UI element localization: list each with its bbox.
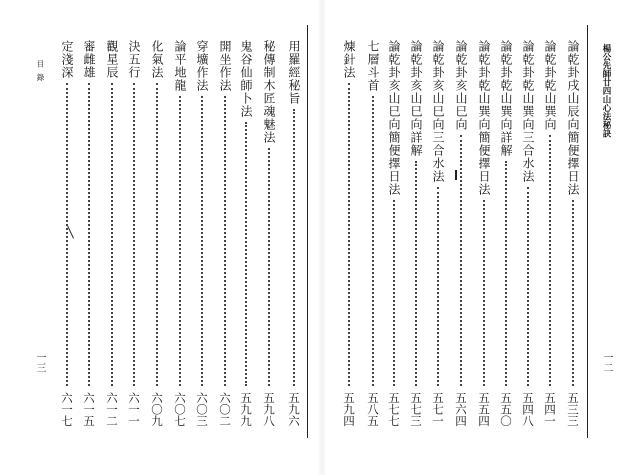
toc-entry-page-number: 六一五 xyxy=(82,392,96,427)
toc-entry[interactable] xyxy=(60,40,74,427)
left-page-border xyxy=(307,25,308,438)
toc-entry-title: 論乾卦乾山巽向 xyxy=(543,40,557,131)
toc-entry-page-number: 六〇七 xyxy=(173,392,187,427)
toc-leader-dots xyxy=(393,200,395,386)
toc-entry[interactable] xyxy=(127,40,141,427)
toc-entry[interactable] xyxy=(262,40,276,427)
toc-entry[interactable] xyxy=(477,40,491,427)
toc-entry[interactable] xyxy=(82,40,96,427)
toc-entry[interactable] xyxy=(195,40,209,427)
toc-entry-page-number: 五九四 xyxy=(342,392,356,427)
toc-leader-dots xyxy=(293,109,295,386)
toc-entry-page-number: 六〇二 xyxy=(218,392,232,427)
toc-entry-title: 七層斗首 xyxy=(366,40,380,92)
toc-entry-title: 論乾卦亥山巳向三合水法 xyxy=(431,40,445,183)
toc-entry[interactable] xyxy=(566,40,580,427)
toc-entry-page-number: 五六四 xyxy=(454,392,468,427)
toc-leader-dots xyxy=(505,161,507,386)
toc-leader-dots xyxy=(372,96,374,386)
toc-leader-dots xyxy=(527,187,529,386)
toc-entry-title: 論平地龍 xyxy=(173,40,187,92)
right-page-border xyxy=(587,25,588,438)
toc-leader-dots xyxy=(415,161,417,386)
toc-leader-dots xyxy=(224,96,226,386)
toc-entry-page-number: 六〇三 xyxy=(195,392,209,427)
toc-leader-dots xyxy=(268,148,270,386)
right-page-number: 一二 xyxy=(601,352,612,373)
toc-entry[interactable] xyxy=(287,40,301,427)
toc-leader-dots xyxy=(156,83,158,386)
toc-leader-dots xyxy=(549,135,551,386)
toc-leader-dots xyxy=(66,83,68,386)
toc-entry-page-number: 五三三 xyxy=(566,392,580,427)
toc-entry-page-number: 五四八 xyxy=(521,392,535,427)
toc-entry-page-number: 五九八 xyxy=(262,392,276,427)
toc-entry-page-number: 六一二 xyxy=(105,392,119,427)
toc-entry-title: 秘傳制木匠魂魅法 xyxy=(262,40,276,144)
toc-leader-dots xyxy=(179,96,181,386)
toc-entry-title: 煉針法 xyxy=(342,40,356,79)
toc-entry-page-number: 五七七 xyxy=(387,392,401,427)
toc-entry[interactable] xyxy=(499,40,513,427)
running-header: 楊公先師廿四山心法秘訣 xyxy=(601,44,611,138)
toc-entry[interactable] xyxy=(342,40,356,427)
toc-entry-title: 論乾卦乾山巽向簡便擇日法 xyxy=(477,40,491,196)
toc-entry-title: 論乾卦亥山巳向詳解 xyxy=(409,40,423,157)
toc-leader-dots xyxy=(133,83,135,386)
toc-entry-title: 開坐作法 xyxy=(218,40,232,92)
toc-leader-dots xyxy=(572,200,574,386)
toc-entry[interactable] xyxy=(218,40,232,427)
toc-entry-title: 論乾卦乾山巽向三合水法 xyxy=(521,40,535,183)
toc-entry-page-number: 六一七 xyxy=(60,392,74,427)
toc-leader-dots xyxy=(201,96,203,386)
toc-entry[interactable] xyxy=(409,40,423,427)
toc-entry-title: 論乾卦乾山巽向詳解 xyxy=(499,40,513,157)
toc-entry-page-number: 五五四 xyxy=(477,392,491,427)
toc-entry-page-number: 五七一 xyxy=(431,392,445,427)
toc-entry-title: 用羅經秘旨 xyxy=(287,40,301,105)
toc-entry-page-number: 五九九 xyxy=(239,392,253,427)
toc-entry-page-number: 五九六 xyxy=(287,392,301,427)
toc-entry[interactable] xyxy=(105,40,119,427)
toc-entry-page-number: 六〇九 xyxy=(150,392,164,427)
toc-leader-dots xyxy=(245,122,247,386)
toc-entry[interactable] xyxy=(173,40,187,427)
toc-entry-title: 論乾卦亥山巳向簡便擇日法 xyxy=(387,40,401,196)
toc-entry-title: 論乾卦亥山巳向 xyxy=(454,40,468,131)
toc-entry-title: 論乾卦戌山辰向簡便擇日法 xyxy=(566,40,580,196)
toc-leader-dots xyxy=(348,83,350,386)
toc-entry[interactable] xyxy=(543,40,557,427)
toc-entry[interactable] xyxy=(239,40,253,427)
toc-entry-page-number: 五五〇 xyxy=(499,392,513,427)
toc-leader-dots xyxy=(111,83,113,386)
toc-entry-title: 鬼谷仙師卜法 xyxy=(239,40,253,118)
toc-entry[interactable] xyxy=(431,40,445,427)
scan-mark xyxy=(67,225,74,238)
left-page-number: 一三 xyxy=(34,352,45,373)
toc-entry[interactable] xyxy=(150,40,164,427)
scan-mark xyxy=(455,170,457,180)
toc-entry[interactable] xyxy=(454,40,468,427)
toc-entry-page-number: 五七三 xyxy=(409,392,423,427)
page-gutter xyxy=(318,0,326,475)
toc-leader-dots xyxy=(460,135,462,386)
toc-entry[interactable] xyxy=(366,40,380,427)
toc-leader-dots xyxy=(437,187,439,386)
toc-entry-title: 穿壙作法 xyxy=(195,40,209,92)
toc-entry-title: 定淺深 xyxy=(60,40,74,79)
toc-entry-title: 化氣法 xyxy=(150,40,164,79)
toc-entry-title: 觀星辰 xyxy=(105,40,119,79)
toc-entry-page-number: 五四一 xyxy=(543,392,557,427)
toc-entry[interactable] xyxy=(387,40,401,427)
toc-entry[interactable] xyxy=(521,40,535,427)
toc-entry-title: 審雌雄 xyxy=(82,40,96,79)
toc-entry-page-number: 五八五 xyxy=(366,392,380,427)
section-title: 目錄 xyxy=(36,60,45,87)
toc-entry-title: 決五行 xyxy=(127,40,141,79)
toc-entry-page-number: 六一一 xyxy=(127,392,141,427)
toc-leader-dots xyxy=(88,83,90,386)
toc-leader-dots xyxy=(483,200,485,386)
